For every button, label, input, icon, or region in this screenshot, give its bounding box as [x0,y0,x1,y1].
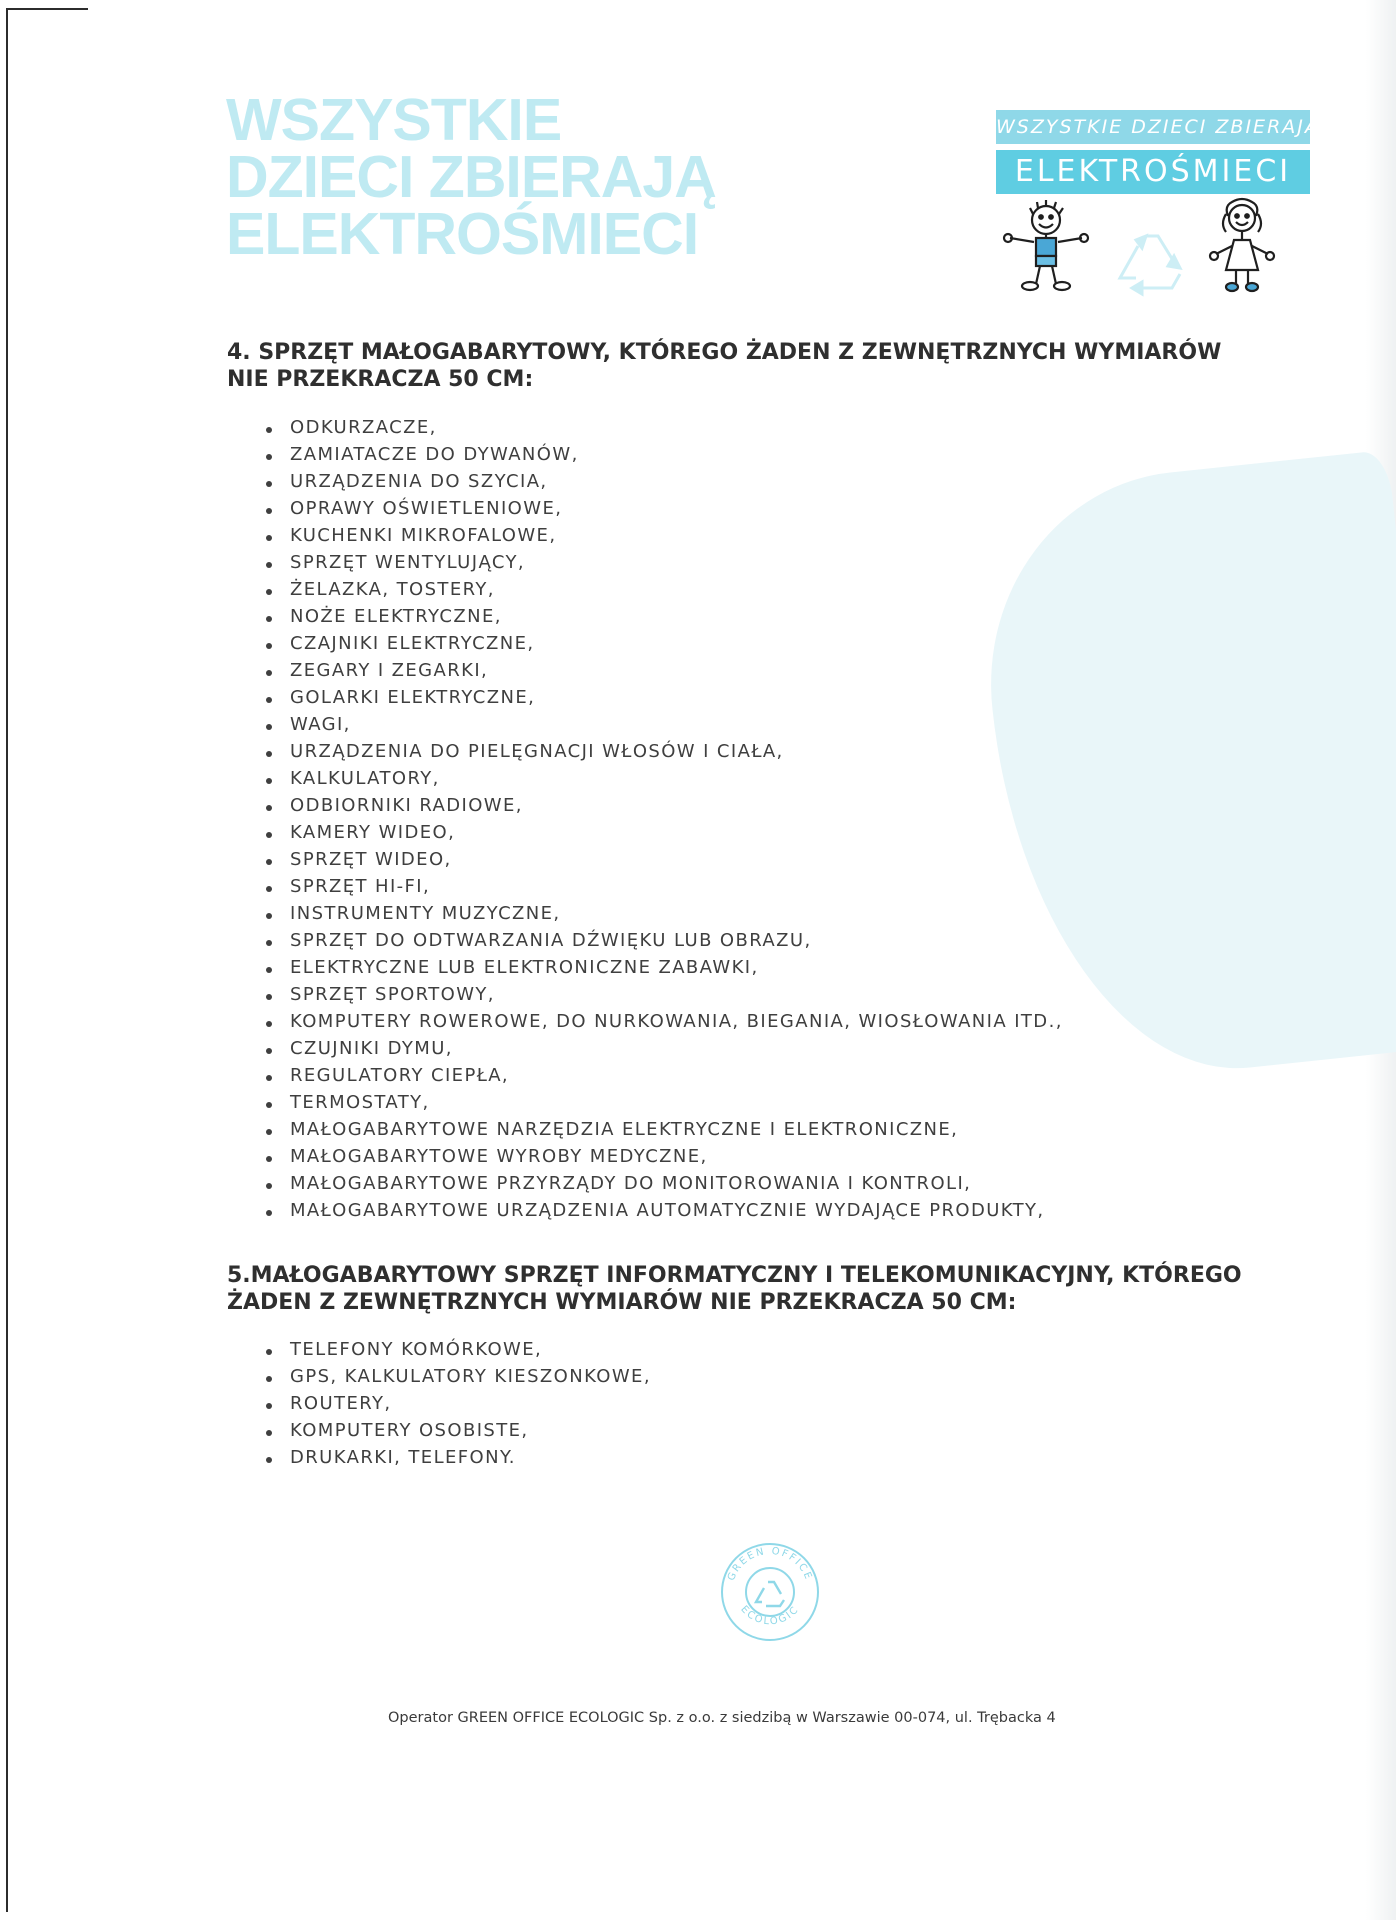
list-item: MAŁOGABARYTOWE PRZYRZĄDY DO MONITOROWANIA I KONTROLI, [264,1170,1063,1197]
list-item: ROUTERY, [264,1390,651,1417]
list-item: KUCHENKI MIKROFALOWE, [264,522,1063,549]
list-item: SPRZĘT DO ODTWARZANIA DŹWIĘKU LUB OBRAZU, [264,927,1063,954]
stamp-recycle-icon [756,1582,784,1606]
logo-main-text: ELEKTROŚMIECI [996,150,1310,194]
girl-figure-icon [1210,199,1274,291]
section-5-heading-line-2: ŻADEN Z ZEWNĘTRZNYCH WYMIARÓW NIE PRZEKRACZA 50 CM: [227,1290,1017,1315]
title-line-1: WSZYSTKIE [226,87,562,153]
list-item: NOŻE ELEKTRYCZNE, [264,603,1063,630]
boy-figure-icon [1004,200,1088,290]
list-item: KAMERY WIDEO, [264,819,1063,846]
list-item: SPRZĘT SPORTOWY, [264,981,1063,1008]
list-item: WAGI, [264,711,1063,738]
list-item: URZĄDZENIA DO SZYCIA, [264,468,1063,495]
section-5-heading-line-1: 5.MAŁOGABARYTOWY SPRZĘT INFORMATYCZNY I TELEKOMUNIKACYJNY, KTÓREGO [227,1263,1242,1288]
list-item: MAŁOGABARYTOWE WYROBY MEDYCZNE, [264,1143,1063,1170]
list-item: ODBIORNIKI RADIOWE, [264,792,1063,819]
green-office-ecologic-stamp [718,1540,822,1644]
section-4-heading-line-2: NIE PRZEKRACZA 50 CM: [227,367,534,392]
list-item: KOMPUTERY ROWEROWE, DO NURKOWANIA, BIEGANIA, WIOSŁOWANIA ITD., [264,1008,1063,1035]
list-item: ODKURZACZE, [264,414,1063,441]
campaign-logo [996,110,1320,300]
list-item: MAŁOGABARYTOWE URZĄDZENIA AUTOMATYCZNIE WYDAJĄCE PRODUKTY, [264,1197,1063,1224]
list-item: TERMOSTATY, [264,1089,1063,1116]
list-item: ELEKTRYCZNE LUB ELEKTRONICZNE ZABAWKI, [264,954,1063,981]
stamp-text-bottom: ECOLOGIC [738,1603,802,1628]
list-item: MAŁOGABARYTOWE NARZĘDZIA ELEKTRYCZNE I ELEKTRONICZNE, [264,1116,1063,1143]
title-line-3: ELEKTROŚMIECI [226,201,699,267]
section-5-list [264,1336,651,1471]
list-item: SPRZĘT WENTYLUJĄCY, [264,549,1063,576]
list-item: SPRZĘT WIDEO, [264,846,1063,873]
list-item: URZĄDZENIA DO PIELĘGNACJI WŁOSÓW I CIAŁA, [264,738,1063,765]
stamp-text-top: GREEN OFFICE [725,1545,815,1583]
list-item: OPRAWY OŚWIETLENIOWE, [264,495,1063,522]
section-4-heading [227,339,1221,393]
list-item: SPRZĘT HI-FI, [264,873,1063,900]
list-item: GPS, KALKULATORY KIESZONKOWE, [264,1363,651,1390]
footer-operator: Operator GREEN OFFICE ECOLOGIC Sp. z o.o. z siedzibą w Warszawie 00-074, ul. Trębacka 4 [388,1710,1056,1726]
recycle-icon [1120,236,1180,294]
list-item: INSTRUMENTY MUZYCZNE, [264,900,1063,927]
list-item: REGULATORY CIEPŁA, [264,1062,1063,1089]
list-item: DRUKARKI, TELEFONY. [264,1444,651,1471]
list-item: ZAMIATACZE DO DYWANÓW, [264,441,1063,468]
section-5-heading [227,1262,1242,1316]
kids-recycling-illustration [996,196,1310,300]
list-item: CZUJNIKI DYMU, [264,1035,1063,1062]
section-4-list [264,414,1063,1224]
svg-text:GREEN OFFICE [726,1546,814,1583]
section-4-heading-line-1: 4. SPRZĘT MAŁOGABARYTOWY, KTÓREGO ŻADEN Z ZEWNĘTRZNYCH WYMIARÓW [227,340,1222,365]
list-item: CZAJNIKI ELEKTRYCZNE, [264,630,1063,657]
logo-top-text: WSZYSTKIE DZIECI ZBIERAJĄ [996,110,1310,144]
list-item: GOLARKI ELEKTRYCZNE, [264,684,1063,711]
page-title [226,87,716,267]
list-item: TELEFONY KOMÓRKOWE, [264,1336,651,1363]
list-item: ŻELAZKA, TOSTERY, [264,576,1063,603]
title-line-2: DZIECI ZBIERAJĄ [226,144,716,210]
scan-edge-top [6,8,88,10]
list-item: KOMPUTERY OSOBISTE, [264,1417,651,1444]
list-item: KALKULATORY, [264,765,1063,792]
scan-edge-left [6,8,8,1912]
list-item: ZEGARY I ZEGARKI, [264,657,1063,684]
